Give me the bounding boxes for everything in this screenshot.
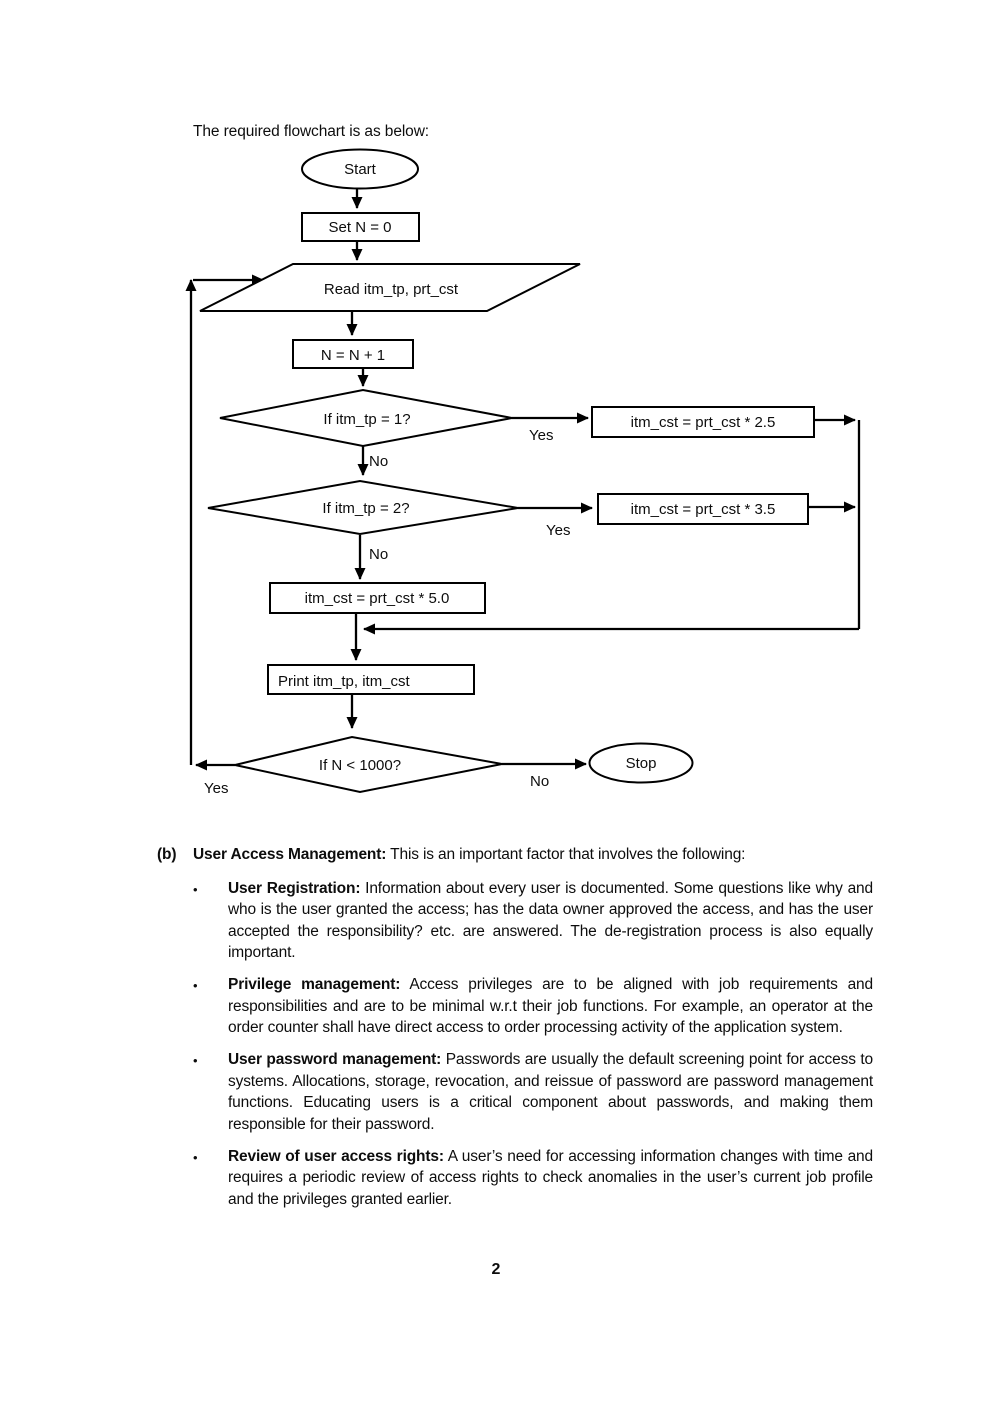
section-b-bullets bbox=[193, 878, 873, 1211]
section-b bbox=[157, 844, 873, 1221]
process-cost-2-5 bbox=[592, 407, 814, 437]
node-increment bbox=[293, 340, 413, 368]
node-print bbox=[268, 665, 474, 694]
list-item bbox=[193, 974, 873, 1039]
node-start-label: Start bbox=[344, 161, 376, 178]
process-cost-5-0 bbox=[270, 583, 485, 613]
bullet-icon: • bbox=[193, 1149, 198, 1165]
label-no-1: No bbox=[369, 453, 389, 470]
cost1-label: itm_cst = prt_cst * 2.5 bbox=[630, 414, 776, 431]
node-set-n-label: Set N = 0 bbox=[328, 219, 392, 236]
bullet-text: A user’s need for accessing information changes with time and requires a periodic review of access rights to check anomalies in the user’s current job profile and the privileges granted earlier. bbox=[228, 1147, 873, 1208]
decision-itm-tp-1 bbox=[220, 390, 512, 446]
bullet-icon: • bbox=[193, 881, 198, 897]
node-read-label: Read itm_tp, prt_cst bbox=[323, 281, 459, 298]
bullet-heading: User password management: bbox=[228, 1051, 442, 1068]
bullet-paragraph bbox=[228, 878, 873, 964]
node-set-n bbox=[302, 213, 419, 241]
decision3-label: If N < 1000? bbox=[318, 757, 402, 774]
decision1-label: If itm_tp = 1? bbox=[323, 411, 411, 428]
bullet-paragraph bbox=[228, 1146, 873, 1211]
page-number: 2 bbox=[491, 1261, 501, 1278]
label-no-2: No bbox=[369, 546, 389, 563]
decision-itm-tp-2 bbox=[208, 481, 518, 534]
bullet-heading: Privilege management: bbox=[228, 976, 401, 993]
bullet-icon: • bbox=[193, 978, 198, 993]
node-increment-label: N = N + 1 bbox=[320, 347, 386, 364]
section-b-heading-row bbox=[157, 844, 873, 866]
cost2-label: itm_cst = prt_cst * 3.5 bbox=[630, 501, 776, 518]
node-read-input bbox=[200, 264, 580, 311]
bullet-icon: • bbox=[193, 1053, 198, 1068]
cost3-label: itm_cst = prt_cst * 5.0 bbox=[304, 590, 450, 607]
node-stop-label: Stop bbox=[625, 755, 657, 772]
section-b-heading-text bbox=[193, 844, 745, 866]
bullet-text: Access privileges are to be aligned with job requirements and responsibilities and are to be minimal w.r.t their job functions. For example, an operator at the order counter shall have direct access to order processing activity of the application system. bbox=[228, 976, 873, 1036]
intro-text: The required flowchart is as below: bbox=[193, 123, 430, 140]
bullet-text: Passwords are usually the default screening point for access to systems. Allocations, storage, revocation, and reissue of password are password management functions. Educating users is a critical component about passwords, and making them responsible for their password. bbox=[228, 1051, 873, 1133]
section-b-heading-bold: User Access Management: bbox=[193, 846, 387, 863]
bullet-heading: User Registration: bbox=[228, 879, 361, 897]
label-yes-1: Yes bbox=[529, 427, 554, 444]
label-no-3: No bbox=[530, 773, 550, 790]
decision2-label: If itm_tp = 2? bbox=[322, 500, 410, 517]
bullet-text: Information about every user is documented. Some questions like why and who is the user granted the access; has the data owner approved the access, and has the user accepted the responsibility? etc. are answered. The de-registration process is also equally important. bbox=[228, 879, 873, 961]
bullet-paragraph bbox=[228, 1049, 873, 1135]
process-cost-3-5 bbox=[598, 494, 808, 524]
section-b-marker: (b) bbox=[157, 846, 177, 863]
list-item bbox=[193, 1146, 873, 1211]
label-yes-2: Yes bbox=[546, 522, 571, 539]
node-print-label: Print itm_tp, itm_cst bbox=[278, 673, 410, 690]
decision-n-less-1000 bbox=[235, 737, 502, 792]
bullet-paragraph bbox=[228, 974, 873, 1039]
list-item bbox=[193, 1049, 873, 1135]
list-item bbox=[193, 878, 873, 964]
label-yes-3: Yes bbox=[204, 780, 229, 797]
node-stop bbox=[590, 744, 693, 783]
node-start bbox=[302, 150, 418, 189]
bullet-heading: Review of user access rights: bbox=[228, 1147, 444, 1165]
section-b-heading-rest: This is an important factor that involves the following: bbox=[390, 846, 746, 863]
